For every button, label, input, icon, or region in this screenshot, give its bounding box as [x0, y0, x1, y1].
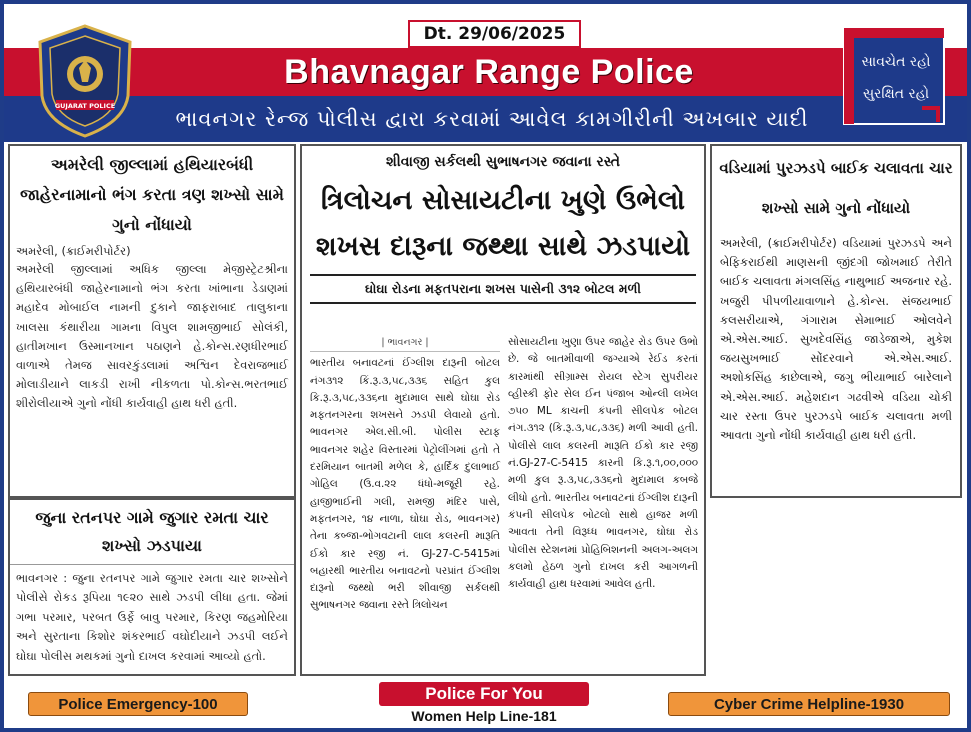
- police-emergency-badge: Police Emergency-100: [28, 692, 248, 716]
- left-story-b: [8, 498, 296, 676]
- cyber-crime-helpline-badge: Cyber Crime Helpline-1930: [668, 692, 950, 716]
- lead-story-bureau: | ભાવનગર |: [310, 334, 500, 352]
- right-story: [710, 144, 962, 498]
- page-subtitle: ભાવનગર રેન્જ પોલીસ દ્વારા કરવામાં આવેલ કામગીરીની અખબાર યાદી: [175, 107, 809, 131]
- masthead: [4, 4, 967, 142]
- lead-story-kicker: શીવાજી સર્કલથી સુભાષનગર જવાના રસ્તે: [386, 154, 620, 170]
- lead-story-subhead: ઘોઘા રોડના મફતપરાના શખસ પાસેની ૩૧૨ બોટલ મળી: [310, 274, 696, 304]
- gujarat-police-logo: [30, 22, 140, 140]
- lead-story-columns: [310, 334, 698, 615]
- slogan-line-2: સુરક્ષિત રહો: [862, 86, 930, 102]
- left-story-body: અમરેલી જીલ્લામાં અધિક જીલ્લા મેજીસ્ટ્રેટશ્રીના હથિયારબંધી જાહેરનામાનો ભંગ કરતા ખાંભાના ડેડાણમાં મહાદેવ મોબાઈલ નામની દુકાને જાફરાબાદ તાલુકાના ખાલસા કંથારીયા ગામના વિપુલ શામજીભાઈ સોલંકી, હાતીમખાન ઉસ્માનખાન પઠાણને હે.કોન્સ.રણધીરભાઈ વાળાએ તેમજ સાવરકુંડલામાં અશ્વિન દેવરાજભાઈ મોલાડીયાને લાકડી રાખી નીકળતા પો.કોન્સ.ભરતભાઈ શીરોલીયાએ ગુનો નોંધી કાર્યવાહી હાથ ધરી હતી.: [16, 262, 288, 411]
- right-story-headline: વડિયામાં પુરઝડપે બાઈક ચલાવતા ચાર શખ્સો સામે ગુનો નોંધાયો: [719, 159, 953, 217]
- slogan-badge: [842, 26, 946, 126]
- lead-story-column-1-text: ભારતીય બનાવટનાં ઈંગ્લીશ દારૂની બોટલ નંગ૩૧૨ કિં.રૂ.૩,૫૮,૩૩૬ સહિત કુલ કિ.રૂ.૩,૫૮,૩૩૬ના મુદામાલ સાથે ઘોઘા રોડ મફતનગરના શખસને ઝડપી લેવાયો હતો. ભાવનગર એલ.સી.બી. પોલીસ સ્ટાફ ભાવનગર શહેર વિસ્તારમાં પેટ્રોલીંગમાં હતો તે દરમિયાન બાતમી મળેલ કે, હાર્દિક દુલાભાઈ ગોહિલ (ઉ.વ.૨૨ ધંધો-મજૂરી રહે. હાજીભાઈની ગલી, રામજી મંદિર પાસે, મફતનગર, ૧૪ નાળા, ઘોઘા રોડ, ભાવનગર) તેના કબ્જા-ભોગવટાની લાલ કલરની મારૂતિ ઈકો કાર રજી નં. GJ-27-C-5415માં બહારથી ભારતીય બનાવટનો પરપ્રાંત ઈંગ્લીશ દારૂનો જથ્થો ભરી શીવાજી સર્કલથી સુભાષનગર જવાના રસ્તે ત્રિલોચન: [310, 357, 500, 612]
- date-badge: Dt. 29/06/2025: [408, 20, 581, 48]
- lead-story-column-1: [310, 334, 500, 615]
- slogan-line-1: સાવચેત રહો: [861, 54, 931, 70]
- left-story-b-headline: જુના રતનપર ગામે જુગાર રમતા ચાર શખ્સો ઝડપાયા: [10, 500, 294, 565]
- left-story: [8, 144, 296, 498]
- logo-text: GUJARAT POLICE: [54, 102, 116, 110]
- lead-story-column-2: સોસાયટીના ખુણા ઉપર જાહેર રોડ ઉપર ઉભો છે. જે બાતમીવાળી જગ્યાએ રેઈડ કરતાં કારમાંથી સીગ્રામ્સ રોયલ સ્ટેગ સુપરીયર વ્હીસ્કી ફોર સેલ ઈન પંજાબ ઓન્લી લખેલ ૭૫૦ ML કાચની કંપની સીલપેક બોટલ નંગ.૩૧૨ (કિ.રૂ.૩,૫૮,૩૩૬) મળી આવી હતી. પોલીસે લાલ કલરની મારૂતિ ઈકો કાર રજી નં.GJ-27-C-5415 કારની કિ.રૂ.૧,૦૦,૦૦૦ મળી કુલ રૂ.૩,૫૮,૩૩૬નો મુદામાલ કબજે લીધો હતો. ભારતીય બનાવટનાં ઈંગ્લીશ દારૂની કંપની સીલપેક બોટલો સાથે હાજર મળી આવતા તેની વિરૂધ્ધ ભાવનગર, ઘોઘા રોડ પોલીસ સ્ટેશનમાં પ્રોહિબિશનની અલગ-અલગ કલમો હેઠળ ગુનો દાખલ કરી આગળની કાર્યવાહી હાથ ધરવામાં આવેલ હતી.: [508, 336, 698, 591]
- police-for-you-badge: Police For You: [379, 682, 589, 706]
- left-story-b-body: ભાવનગર : જુના રતનપર ગામે જુગાર રમતા ચાર શખ્સોને પોલીસે રોકડ રૂપિયા ૧૯૨૦ સાથે ઝડપી લીધા હતા. જેમાં ગભા પરમાર, પરબત ઉર્ફે બાવુ પરમાર, કિરણ જહમોરિયા અને સુરતાના કિશોર શંકરભાઈ વઘોદીયાને ઝડપી લઈને ઘોઘા પોલીસ મથકમાં ગુનો દાખલ કરવામાં આવ્યો હતો.: [16, 571, 288, 663]
- page-title: Bhavnagar Range Police: [284, 53, 694, 91]
- lead-story: [300, 144, 706, 676]
- left-story-dateline: અમરેલી, (ક્રાઈમરીપોર્ટર): [16, 244, 131, 258]
- footer: [4, 680, 967, 728]
- women-helpline-text: Women Help Line-181: [411, 708, 557, 724]
- left-story-headline: અમરેલી જીલ્લામાં હથિયારબંધી જાહેરનામાનો ભંગ કરતા ત્રણ શખ્સો સામે ગુનો નોંધાયો: [20, 155, 284, 234]
- right-story-body: અમરેલી, (ક્રાઈમરીપોર્ટર) વડિયામાં પુરઝડપે અને બેફિકરાઈથી માણસની જીંદગી જોખમાઈ તેરીતે બાઈક ચલાવતા મંગલસિંહ નાથુભાઈ અજનાર રહે. ખજુરી પીપળીયાવાળાને હે.કોન્સ. સંજયભાઈ કલસરીયાએ, ગંગારામ સેમાભાઈ ઓલવેને એ.એસ.આઈ. સુખદેવસિંહ જાડેજાએ, મુકેશ જયસુખભાઈ સોંદરવાને એ.એસ.આઈ. અશોકસિંહ કાછેલાએ, જગુ ભીયાભાઈ બારેલાને એ.એસ.આઈ. મહેશદાન ગઢવીએ વડિયા ચોકી ચાર રસ્તા ઉપર પુરઝડપે બાઈક ચલાવતા મળી આવતા ગુનો નોંધી કાર્યવાહી હાથ ધરી હતી.: [720, 236, 952, 443]
- lead-story-headline: ત્રિલોચન સોસાયટીના ખુણે ઉભેલો શખસ દારૂના જથ્થા સાથે ઝડપાયો: [315, 185, 691, 262]
